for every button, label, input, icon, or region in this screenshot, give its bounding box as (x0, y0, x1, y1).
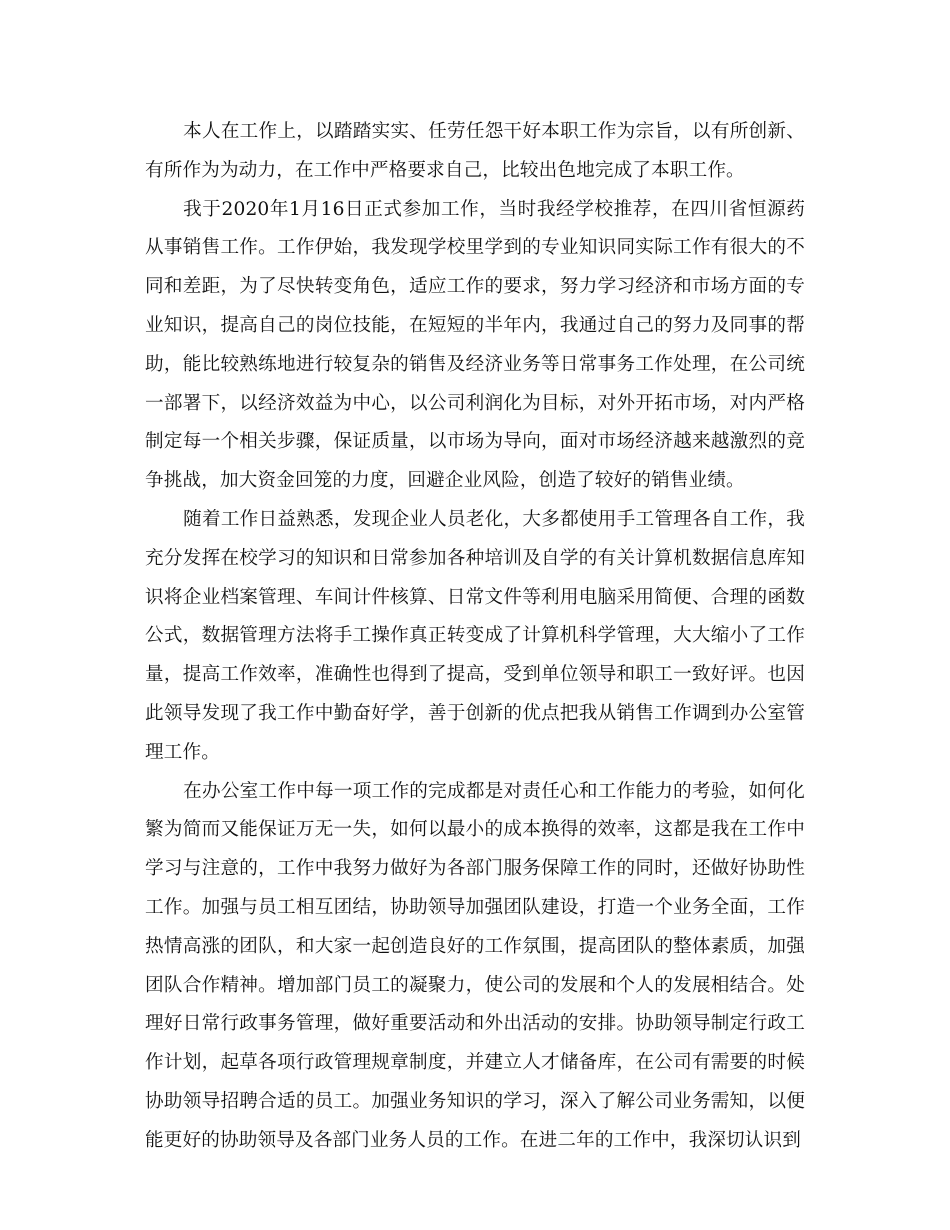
paragraph-2: 我于2020年1月16日正式参加工作，当时我经学校推荐，在四川省恒源药从事销售工作。工作伊始，我发现学校里学到的专业知识同实际工作有很大的不同和差距，为了尽快转变角色，适应工作的要求，努力学习经济和市场方面的专业知识，提高自己的岗位技能，在短短的半年内，我通过自己的努力及同事的帮助，能比较熟练地进行较复杂的销售及经济业务等日常事务工作处理，在公司统一部署下，以经济效益为中心，以公司利润化为目标，对外开拓市场，对内严格制定每一个相关步骤，保证质量，以市场为导向，面对市场经济越来越激烈的竞争挑战，加大资金回笼的力度，回避企业风险，创造了较好的销售业绩。 (145, 198, 805, 492)
paragraph-1: 本人在工作上，以踏踏实实、任劳任怨干好本职工作为宗旨，以有所创新、有所作为为动力，在工作中严格要求自己，比较出色地完成了本职工作。 (145, 121, 805, 181)
paragraph-4: 在办公室工作中每一项工作的完成都是对责任心和工作能力的考验，如何化繁为简而又能保证万无一失，如何以最小的成本换得的效率，这都是我在工作中学习与注意的，工作中我努力做好为各部门服务保障工作的同时，还做好协助性工作。加强与员工相互团结，协助领导加强团队建设，打造一个业务全面，工作热情高涨的团队，和大家一起创造良好的工作氛围，提高团队的整体素质，加强团队合作精神。增加部门员工的凝聚力，使公司的发展和个人的发展相结合。处理好日常行政事务管理，做好重要活动和外出活动的安排。协助领导制定行政工作计划，起草各项行政管理规章制度，并建立人才储备库，在公司有需要的时候协助领导招聘合适的员工。加强业务知识的学习，深入了解公司业务需知，以便能更好的协助领导及各部门业务人员的工作。在进二年的工作中，我深切认识到 (145, 780, 805, 1151)
paragraph-3: 随着工作日益熟悉，发现企业人员老化，大多都使用手工管理各自工作，我充分发挥在校学习的知识和日常参加各种培训及自学的有关计算机数据信息库知识将企业档案管理、车间计件核算、日常文件等利用电脑采用简便、合理的函数公式，数据管理方法将手工操作真正转变成了计算机科学管理，大大缩小了工作量，提高工作效率，准确性也得到了提高，受到单位领导和职工一致好评。也因此领导发现了我工作中勤奋好学，善于创新的优点把我从销售工作调到办公室管理工作。 (145, 508, 805, 763)
document-body (145, 113, 805, 1161)
